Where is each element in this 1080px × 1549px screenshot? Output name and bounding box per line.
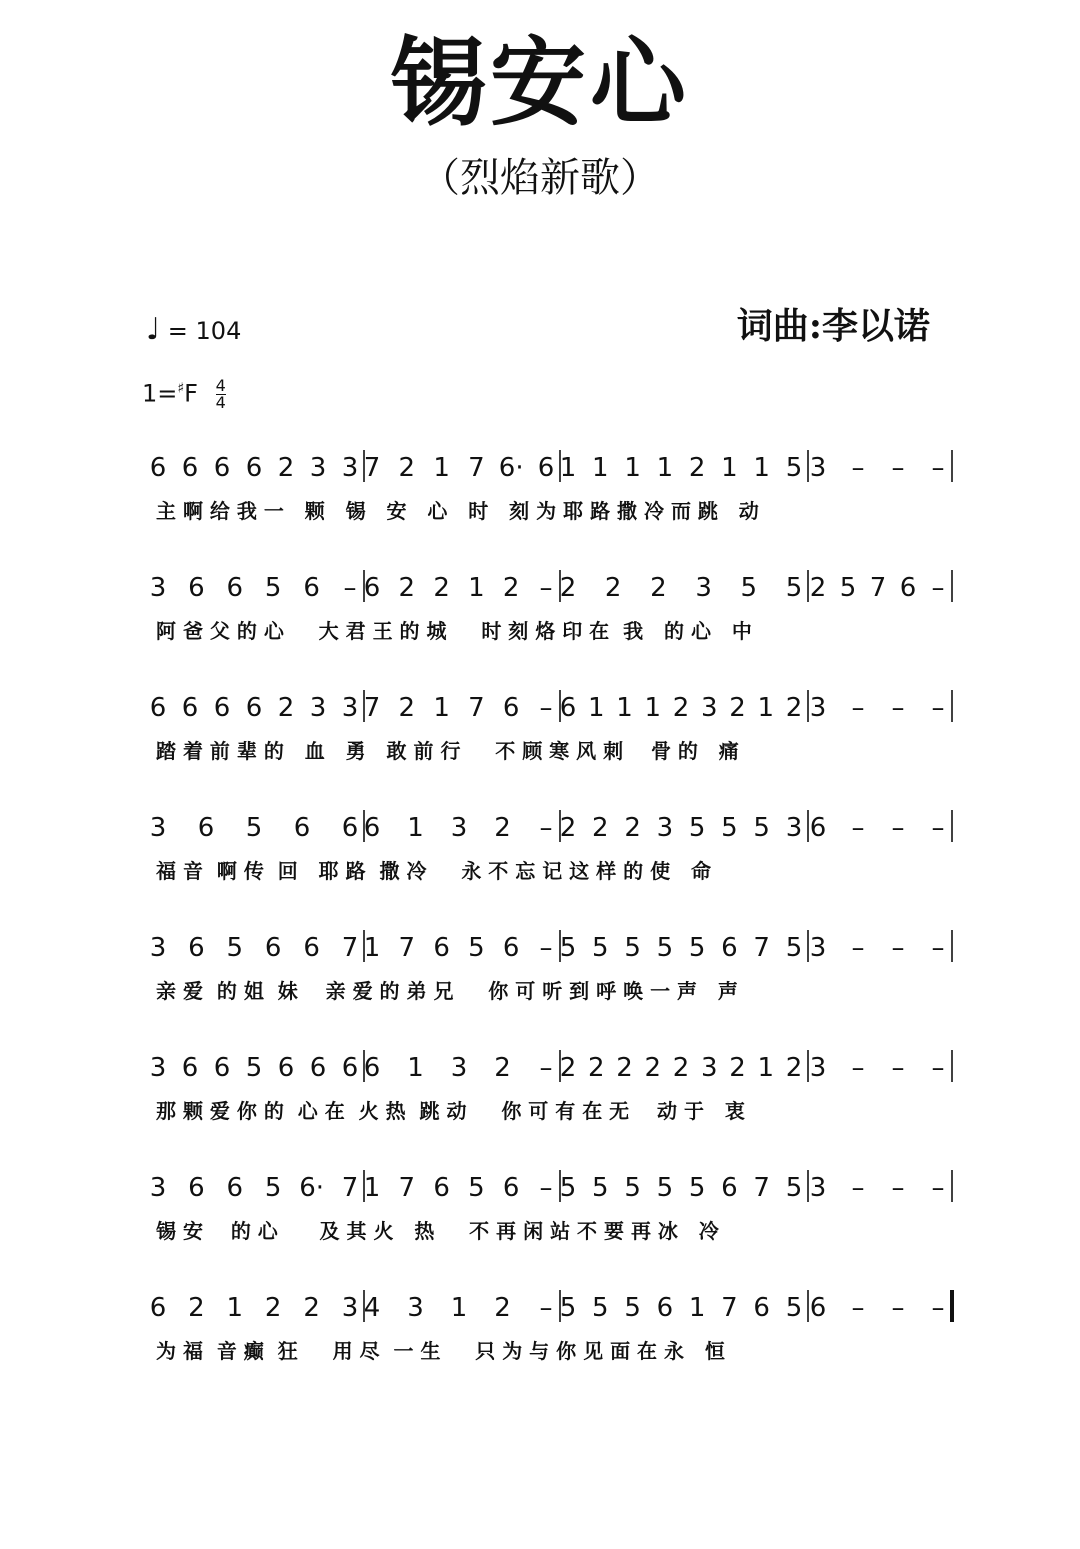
note: 3 [149,933,167,963]
note: – [539,813,553,843]
note: – [851,1053,865,1083]
note: 1 [656,453,674,483]
note: 2 [729,1053,746,1083]
note: 2 [650,573,667,603]
note: 3 [809,1173,827,1203]
note: 5 [688,1173,706,1203]
note: 6 [537,453,555,483]
note: – [539,933,553,963]
note: 7 [869,573,887,603]
note: 5 [559,1293,577,1323]
note: 6 [809,813,827,843]
note: 1 [226,1293,244,1323]
note: 1 [757,1053,775,1083]
key-prefix: 1= [142,379,178,408]
note: 2 [604,573,622,603]
note: 1 [624,453,641,483]
note: 5 [245,813,263,843]
note: – [931,1053,945,1083]
note: 7 [398,933,416,963]
note: – [931,573,945,603]
note: 2 [188,1293,205,1323]
note: – [931,933,945,963]
note: 3 [695,573,712,603]
note: – [851,1293,865,1323]
note: – [343,573,357,603]
note: 3 [149,573,167,603]
note: 6 [181,693,199,723]
note: – [891,693,905,723]
note: 2 [616,1053,633,1083]
note: – [931,453,945,483]
note: 6 [181,453,199,483]
note: 2 [494,813,511,843]
time-top: 4 [215,376,226,395]
note: 3 [701,1053,718,1083]
note: – [851,1173,865,1203]
note: – [539,1053,553,1083]
lyric-line: 福 音 啊 传 回 耶 路 撒 冷 永 不 忘 记 这 样 的 使 命 [156,859,711,883]
note: 6 [188,573,205,603]
note: 2 [809,573,827,603]
note: – [931,1293,945,1323]
note: 2 [559,813,577,843]
note: 6 [293,813,311,843]
note: 2 [277,453,295,483]
note: 3 [149,813,167,843]
note: 5 [592,933,609,963]
note: 5 [468,933,485,963]
note: 2 [559,1053,577,1083]
quarter-note-icon: ♩ [146,312,161,347]
note: 6 [181,1053,199,1083]
song-title: 锡安心 [390,26,690,139]
note: 5 [264,1173,282,1203]
note: 2 [688,453,706,483]
note: 5 [785,933,803,963]
note: 2 [785,693,803,723]
note: 2 [785,1053,803,1083]
note: 6 [753,1293,770,1323]
note: 1 [721,453,738,483]
note: 3 [809,1053,827,1083]
note: 6 [303,573,320,603]
note: 1 [644,693,662,723]
note: – [539,1173,553,1203]
note: 6 [363,573,381,603]
note: 1 [688,1293,706,1323]
note: 3 [341,1293,359,1323]
note: 3 [701,693,718,723]
note: 1 [616,693,633,723]
note: 3 [149,1053,167,1083]
note: 2 [672,1053,690,1083]
note: 1 [753,453,770,483]
note: 6 [277,1053,295,1083]
note: 6 [149,453,167,483]
note: 2 [559,573,577,603]
note: 6 [245,693,263,723]
note: 6 [721,1173,738,1203]
note: 6 [197,813,215,843]
lyric-line: 那 颗 爱 你 的 心 在 火 热 跳 动 你 可 有 在 无 动 于 衷 [156,1099,745,1123]
note: 6 [559,693,577,723]
note: 1 [363,1173,381,1203]
note: 6 [502,933,520,963]
note: 2 [592,813,609,843]
note: 5 [839,573,857,603]
note: 4 [363,1293,381,1323]
lyric-line: 亲 爱 的 姐 妹 亲 爱 的 弟 兄 你 可 听 到 呼 唤 一 声 声 [156,979,738,1003]
note: 5 [785,453,803,483]
song-subtitle: （烈焰新歌） [420,155,660,201]
note: 2 [672,693,690,723]
note: 6 [809,1293,827,1323]
note: 6 [341,813,359,843]
note: 5 [559,1173,577,1203]
note: – [539,573,553,603]
note: 2 [277,693,295,723]
note: 6 [226,573,244,603]
note: 6 [149,1293,167,1323]
note: 6 [341,1053,359,1083]
note: 5 [753,813,770,843]
note: – [891,813,905,843]
note: – [891,933,905,963]
note: 1 [559,453,577,483]
note: 6· [498,453,524,483]
note: 1 [407,813,424,843]
note: 1 [433,453,450,483]
note: – [851,933,865,963]
note: 1 [468,573,485,603]
note: 5 [624,1293,641,1323]
note: 5 [559,933,577,963]
note: 6 [226,1173,244,1203]
note: 3 [407,1293,424,1323]
note: 7 [468,453,485,483]
note: 2 [502,573,520,603]
lyric-line: 为 福 音 癫 狂 用 尽 一 生 只 为 与 你 见 面 在 永 恒 [156,1339,725,1363]
note: 2 [644,1053,662,1083]
note: 6 [264,933,282,963]
note: 7 [341,933,359,963]
note: 2 [624,813,641,843]
note: 1 [450,1293,468,1323]
note: 6 [213,693,231,723]
note: 6· [299,1173,325,1203]
note: – [891,1293,905,1323]
note: 7 [341,1173,359,1203]
note: 2 [303,1293,320,1323]
note: 5 [740,573,758,603]
note: 6 [188,933,205,963]
note: 7 [721,1293,738,1323]
note: 1 [407,1053,424,1083]
note: 5 [721,813,738,843]
note: 7 [363,453,381,483]
note: 5 [785,1173,803,1203]
note: 6 [363,1053,381,1083]
note: 5 [656,933,674,963]
note: 3 [785,813,803,843]
note: 3 [656,813,674,843]
note: 6 [656,1293,674,1323]
note: 3 [149,1173,167,1203]
note: – [539,1293,553,1323]
note: 6 [899,573,917,603]
note: 6 [363,813,381,843]
note: 6 [721,933,738,963]
note: 3 [309,453,327,483]
note: 3 [341,693,359,723]
note: 5 [592,1293,609,1323]
note: 5 [624,1173,641,1203]
time-bottom: 4 [215,393,226,412]
sharp-icon: ♯ [177,380,185,397]
note: 3 [809,453,827,483]
note: 3 [309,693,327,723]
note: – [851,453,865,483]
note: – [539,693,553,723]
note: 2 [398,573,416,603]
note: 5 [245,1053,263,1083]
note: 2 [588,1053,605,1083]
tempo-value: = 104 [167,317,242,345]
note: 6 [502,1173,520,1203]
note: 7 [363,693,381,723]
note: 2 [729,693,746,723]
note: 5 [656,1173,674,1203]
note: 5 [264,573,282,603]
note: – [891,453,905,483]
note: 1 [433,693,450,723]
note: 6 [433,933,450,963]
note: 6 [188,1173,205,1203]
note: – [931,813,945,843]
note: – [891,1053,905,1083]
lyric-line: 踏 着 前 辈 的 血 勇 敢 前 行 不 顾 寒 风 刺 骨 的 痛 [156,739,739,763]
note: 7 [398,1173,416,1203]
note: 2 [494,1293,511,1323]
note: 6 [245,453,263,483]
note: 6 [502,693,520,723]
note: 3 [450,813,468,843]
key-note: F [184,379,198,408]
note: – [931,693,945,723]
note: – [931,1173,945,1203]
note: 2 [398,693,416,723]
note: 6 [149,693,167,723]
note: 7 [468,693,485,723]
note: 6 [213,453,231,483]
note: 1 [757,693,775,723]
lyric-line: 锡 安 的 心 及 其 火 热 不 再 闲 站 不 要 再 冰 冷 [156,1219,719,1243]
note: 6 [433,1173,450,1203]
note: 3 [341,453,359,483]
note: 2 [494,1053,511,1083]
note: 5 [688,933,706,963]
note: 5 [785,1293,803,1323]
note: 2 [398,453,416,483]
note: – [851,693,865,723]
note: 5 [688,813,706,843]
note: 7 [753,1173,770,1203]
note: 6 [303,933,320,963]
note: 1 [588,693,605,723]
note: 3 [450,1053,468,1083]
note: 1 [363,933,381,963]
note: 5 [785,573,803,603]
note: 5 [226,933,244,963]
credit-line: 词曲:李以诺 [736,305,930,347]
lyric-line: 主 啊 给 我 一 颗 锡 安 心 时 刻 为 耶 路 撒 冷 而 跳 动 [156,499,759,523]
note: 5 [592,1173,609,1203]
note: – [851,813,865,843]
note: 2 [433,573,450,603]
note: – [891,1173,905,1203]
note: 2 [264,1293,282,1323]
note: 1 [592,453,609,483]
note: 3 [809,933,827,963]
note: 7 [753,933,770,963]
lyric-line: 阿 爸 父 的 心 大 君 王 的 城 时 刻 烙 印 在 我 的 心 中 [156,619,752,643]
note: 3 [809,693,827,723]
note: 6 [309,1053,327,1083]
note: 5 [624,933,641,963]
note: 5 [468,1173,485,1203]
note: 6 [213,1053,231,1083]
